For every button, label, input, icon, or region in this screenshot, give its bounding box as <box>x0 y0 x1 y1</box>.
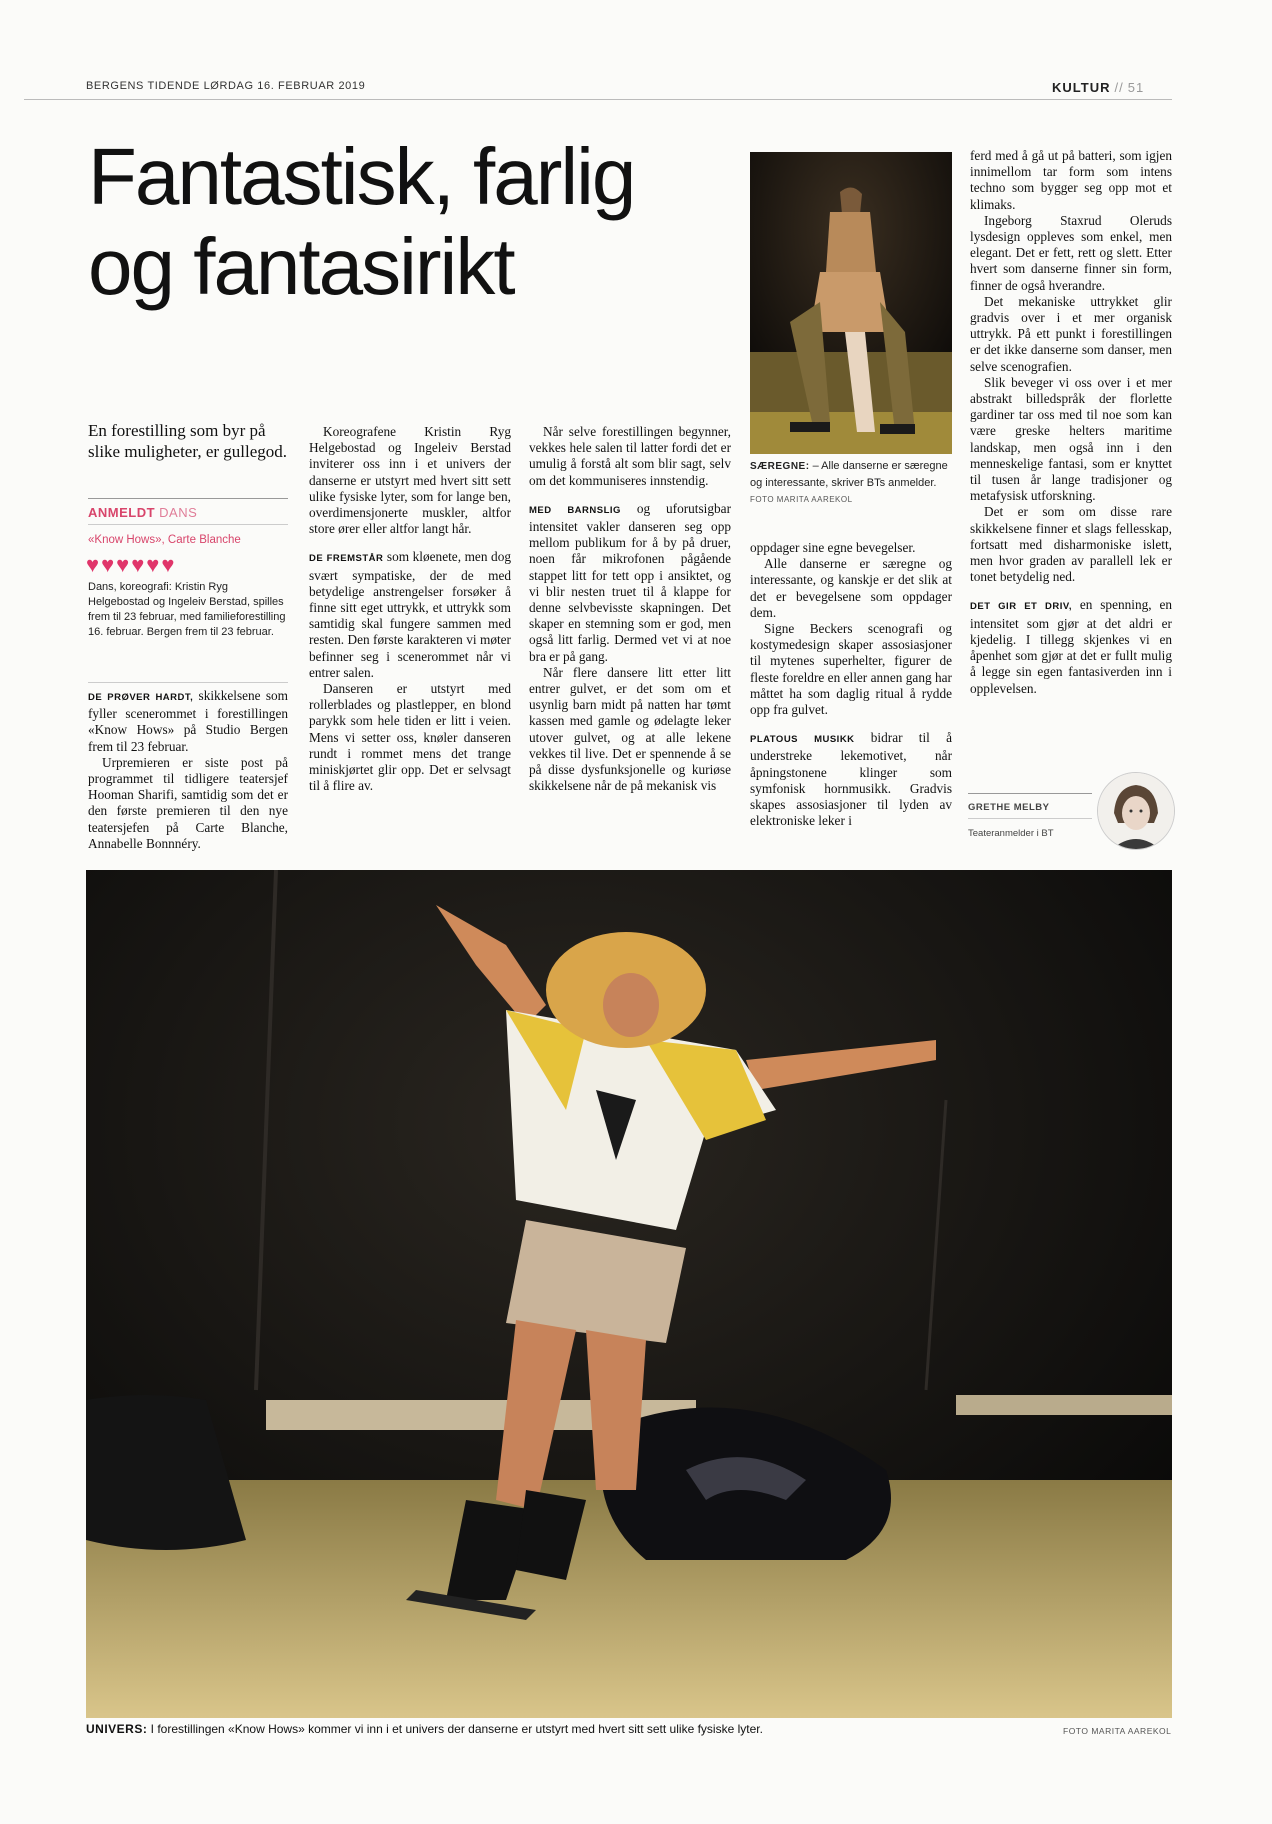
review-box-rule-2 <box>88 524 288 525</box>
article-column-2 <box>309 424 511 794</box>
caption-text: I forestillingen «Know Hows» kommer vi inn i et univers der danserne er utstyrt med hvert sitt sett ulike fysiske lyter. <box>147 1722 763 1736</box>
rating-hearts-icon: ♥♥♥♥♥♥ <box>86 552 177 577</box>
paragraph-text: som kløenete, men dog svært sympatiske, der de med betydelige anstrengelser forsøker å finne sitt eget uttrykk, et uttrykk som samtidig skal fungere sammen med resten. Den første karakteren vi møter befinner seg i scenerommet når vi entrer salen. <box>309 549 511 680</box>
page-number: 51 <box>1127 80 1145 95</box>
author-role: Teateranmelder i BT <box>968 828 1054 839</box>
paragraph-text: bidrar til å understreke lekemotivet, når åpningstonene klinger som symfonisk hornmusikk. Gradvis skapes assosiasjoner til lyden av elektroniske leker i <box>750 730 952 829</box>
article-column-4 <box>750 540 952 829</box>
paragraph: Det mekaniske uttrykket glir gradvis over i et mer organisk uttrykk. På ett punkt i forestillingen er det ikke danserne som danser, men selve scenografien. <box>970 293 1172 374</box>
paragraph: Danseren er utstyrt med rollerblades og plastlepper, en blond parykk som hele tiden er litt i veien. Mens vi setter oss, knøler danseren rundt i rommet mens det trange miniskjørtet glir opp. Det er selvsagt til å flire av. <box>309 681 511 794</box>
author-name: GRETHE MELBY <box>968 802 1050 813</box>
review-box-rule-3 <box>88 682 288 683</box>
paragraph: oppdager sine egne bevegelser. <box>750 540 916 555</box>
section-separator: // <box>1114 80 1124 95</box>
review-box-rule <box>88 498 288 499</box>
paragraph: Ingeborg Staxrud Oleruds lysdesign oppleves som enkel, men elegant. Det er fett, rett og slett. Etter hvert som danserne finner sin form, finner de også hverandre. <box>970 212 1172 293</box>
paragraph: Koreografene Kristin Ryg Helgebostad og Ingeleiv Berstad inviterer oss inn i et univers der danserne er utstyrt med hvert sitt sett ulike fysiske lyter, som for lange ben, overdimensjonerte muskler, altfor store ører eller altfor langt hår. <box>309 424 511 537</box>
caption-text: – Alle danserne er særegne og interessante, skriver BTs anmelder. <box>750 460 948 489</box>
signature-rule-2 <box>968 818 1092 819</box>
main-photo-credit: FOTO MARITA AAREKOL <box>1063 1726 1172 1736</box>
author-avatar <box>1097 772 1175 850</box>
review-credits: Dans, koreografi: Kristin Ryg Helgebostad og Ingeleiv Berstad, spilles frem til 23 februar, med familieforestilling 16. februar. Bergen frem til 23 februar. <box>88 581 286 638</box>
article-column-1 <box>88 688 288 852</box>
headline-line-1: Fantastisk, farlig <box>88 132 635 221</box>
caption-kicker: UNIVERS: <box>86 1722 148 1736</box>
paragraph: Når flere dansere litt etter litt entrer gulvet, er det som om et usynlig barn midt på natten har tømt kassen med gamle og ødelagte leker utover gulvet, og at alle lekene vekkes til live. Det er spennende å se på disse dysfunksjonelle og kuriøse skikkelsene når de på mekanisk vis <box>529 664 731 794</box>
article-column-5 <box>970 148 1172 697</box>
paragraph: Det er som om disse rare skikkelsene finner et slags fellesskap, fortsatt med disharmoniske islett, men hvor graden av parallell lek er tonet betydelig ned. <box>970 504 1172 585</box>
paragraph: Slik beveger vi oss over i et mer abstrakt billedspråk der florlette gardiner tar oss med til noe som kan være greske helters maritime landskap, men også inn i den menneskelige fantasi, som er knyttet til tusen år lange tradisjoner og metafysisk utforskning. <box>970 374 1172 504</box>
header-rule <box>24 99 1172 100</box>
paragraph-kicker: MED BARNSLIG <box>529 504 621 516</box>
review-show-title: «Know Hows», Carte Blanche <box>88 534 241 546</box>
paragraph <box>750 730 952 829</box>
caption-kicker: SÆREGNE: <box>750 461 810 472</box>
paragraph: Signe Beckers scenografi og kostymedesign skaper assosiasjoner til mytenes superhelter, figurer de fleste foreldre en eller annen gang har måttet ha som daglig ritual å rydde opp fra gulvet. <box>750 621 952 718</box>
paragraph: ferd med å gå ut på batteri, som igjen innimellom tar form som intens techno som bygger seg opp mot et klimaks. <box>970 148 1172 212</box>
section-name: KULTUR <box>1052 80 1111 95</box>
paragraph <box>529 501 731 665</box>
paragraph: Alle danserne er særegne og interessante, og kanskje er det slik at det er bevegelsene som oppdager dem. <box>750 556 952 620</box>
review-label-anmeldt: ANMELDT <box>88 505 156 520</box>
paragraph <box>970 597 1172 696</box>
section-label <box>1052 80 1144 95</box>
paragraph-kicker: DE PRØVER HARDT, <box>88 692 194 703</box>
paragraph-kicker: DE FREMSTÅR <box>309 553 384 565</box>
paragraph-text: skikkelsene som fyller scenerommet i forestillingen «Know Hows» på Studio Bergen frem til 23 februar. <box>88 688 288 754</box>
paragraph-kicker: DET GIR ET DRIV, <box>970 601 1072 613</box>
paragraph: Når selve forestillingen begynner, vekkes hele salen til latter fordi det er umulig å forstå alt som blir sagt, selv om det kommuniseres innstendig. <box>529 424 731 488</box>
paragraph-text: en spenning, en intensitet som gjør at det aldri er kjedelig. I tillegg skjenkes vi en åpenhet som gjør at det er fullt mulig å legge sin egen fantasiverden inn i opplevelsen. <box>970 597 1172 696</box>
top-photo-caption <box>750 458 955 508</box>
paragraph <box>88 688 288 755</box>
photo-credit: FOTO MARITA AAREKOL <box>750 495 853 504</box>
signature-rule <box>968 793 1092 794</box>
top-photo-dancers <box>750 152 952 454</box>
newspaper-dateline: BERGENS TIDENDE LØRDAG 16. FEBRUAR 2019 <box>86 80 366 92</box>
headline-line-2: og fantasirikt <box>88 222 514 311</box>
headline <box>88 132 728 312</box>
paragraph <box>309 549 511 681</box>
paragraph: Urpremieren er siste post på programmet til tidligere teatersjef Hooman Sharifi, samtidig som det er den første premieren til den nye teatersjefen på Carte Blanche, Annabelle Bonnnéry. <box>88 754 288 851</box>
review-label <box>88 505 197 520</box>
main-photo-dancer <box>86 870 1172 1718</box>
main-photo-caption <box>86 1722 926 1736</box>
paragraph-kicker: PLATOUS MUSIKK <box>750 734 855 746</box>
article-column-3 <box>529 424 731 794</box>
paragraph-text: og uforutsigbar intensitet vakler danseren seg opp mellom publikum for å by på druer, noen får mikrofonen pågående stappet litt for tett opp i ansiktet, og vi blir nesten truet til å klappe for denne selvbevisste skapningen. Det skaper en stemning som er god, men også litt farlig. Dermed vet vi at noe bra er på gang. <box>529 500 731 664</box>
review-label-category: DANS <box>159 505 198 520</box>
lede: En forestilling som byr på slike muligheter, er gullegod. <box>88 421 288 461</box>
